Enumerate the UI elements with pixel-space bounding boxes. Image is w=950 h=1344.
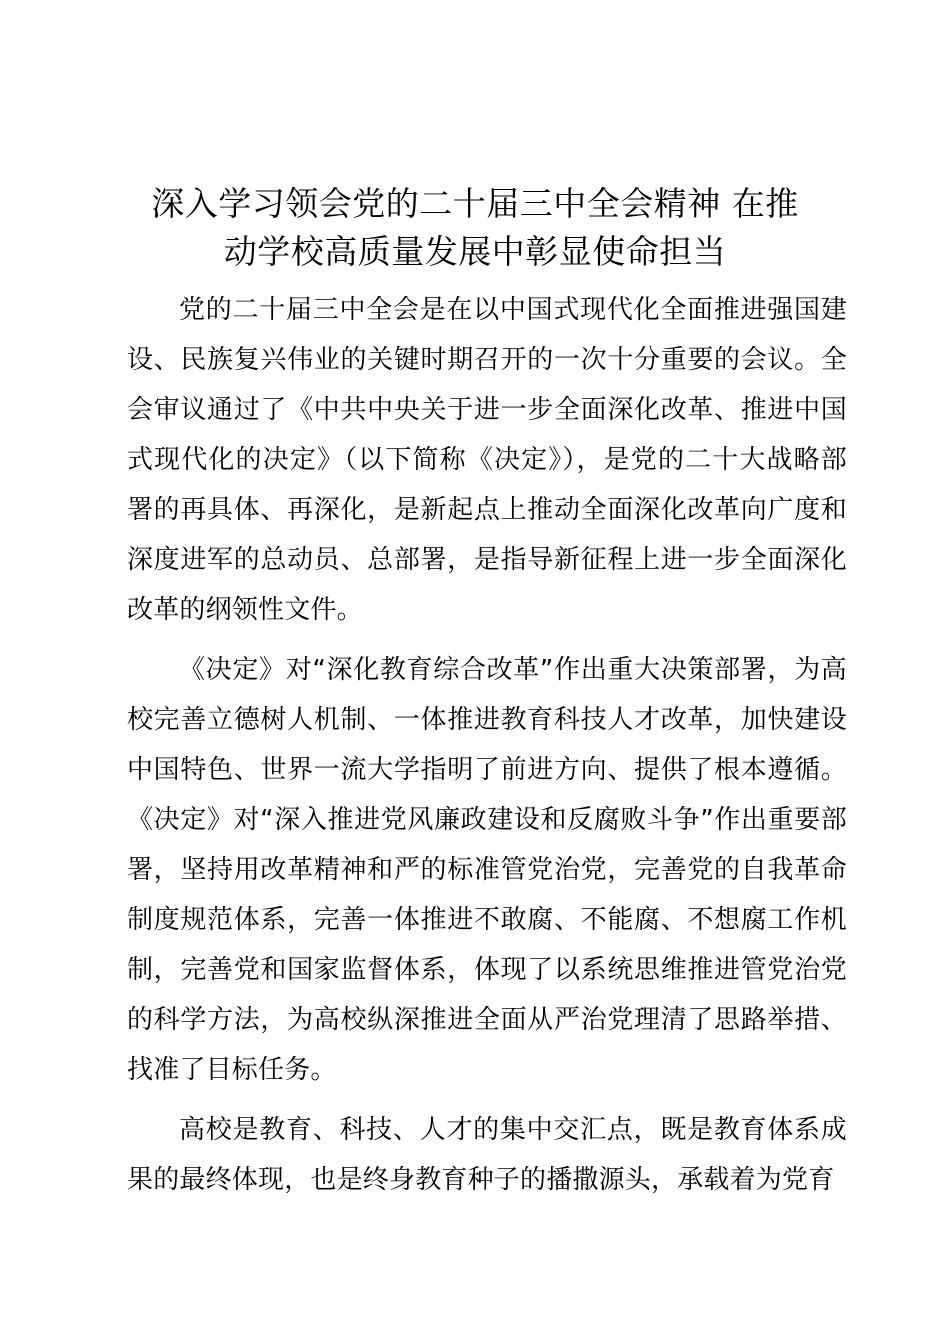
paragraph-1: 党的二十届三中全会是在以中国式现代化全面推进强国建设、民族复兴伟业的关键时期召开的一次十分重要的会议。全会审议通过了《中共中央关于进一步全面深化改革、推进中国式现代化的决定》（以下简称《决定》），是党的二十大战略部署的再具体、再深化，是新起点上推动全面深化改革向广度和深度进军的总动员、总部署，是指导新征程上进一步全面深化改革的纲领性文件。 [127, 295, 847, 625]
document-body [127, 285, 847, 1205]
paragraph-2: 《决定》对“深化教育综合改革”作出重大决策部署，为高校完善立德树人机制、一体推进教育科技人才改革，加快建设中国特色、世界一流大学指明了前进方向、提供了根本遵循。《决定》对“深入推进党风廉政建设和反腐败斗争”作出重要部署，坚持用改革精神和严的标准管党治党，完善党的自我革命制度规范体系，完善一体推进不敢腐、不能腐、不想腐工作机制，完善党和国家监督体系，体现了以系统思维推进管党治党的科学方法，为高校纵深推进全面从严治党理清了思路举措、找准了目标任务。 [127, 655, 847, 1085]
paragraph-3: 高校是教育、科技、人才的集中交汇点，既是教育体系成果的最终体现，也是终身教育种子的播撒源头，承载着为党育 [127, 1115, 847, 1195]
title-line-2: 动学校高质量发展中彰显使命担当 [223, 232, 727, 271]
title-line-1: 深入学习领会党的二十届三中全会精神 在推 [151, 184, 799, 223]
document-title [0, 180, 950, 276]
